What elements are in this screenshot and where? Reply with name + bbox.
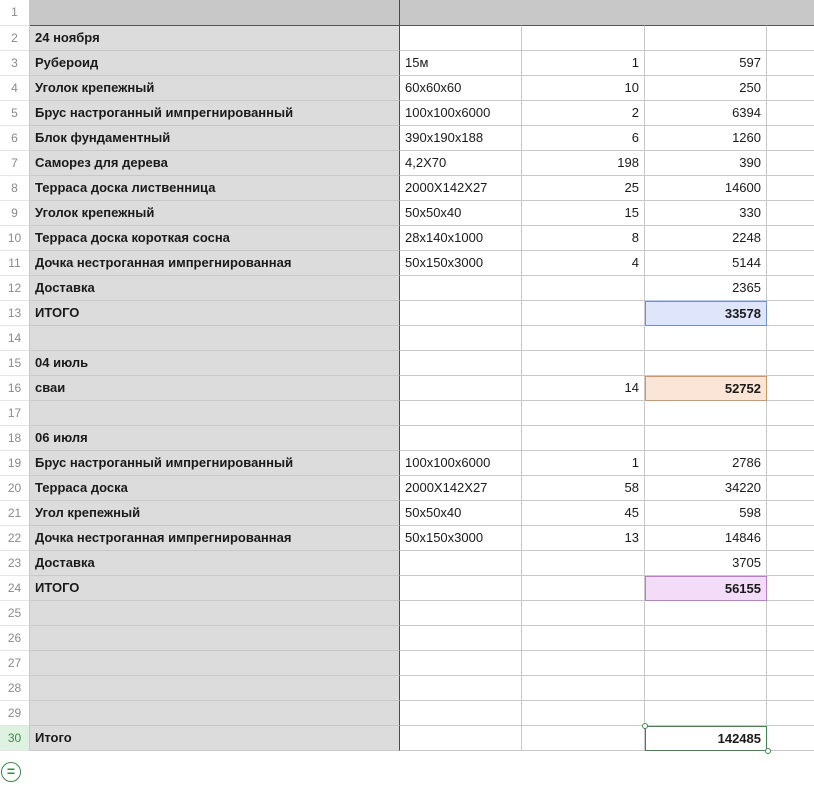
cell-item-name[interactable]: 06 июля <box>30 426 400 451</box>
cell-amount[interactable] <box>645 651 767 676</box>
row-number[interactable]: 13 <box>0 301 30 326</box>
cell-quantity[interactable]: 1 <box>522 451 645 476</box>
cell-amount[interactable]: 598 <box>645 501 767 526</box>
cell-quantity[interactable] <box>522 576 645 601</box>
cell-dimensions[interactable]: 100x100x6000 <box>400 101 522 126</box>
cell-quantity[interactable] <box>522 726 645 751</box>
row-number[interactable]: 26 <box>0 626 30 651</box>
cell-item-name[interactable] <box>30 651 400 676</box>
selected-cell[interactable]: 142485 <box>645 726 767 751</box>
cell-quantity[interactable]: 45 <box>522 501 645 526</box>
cell-amount[interactable] <box>645 326 767 351</box>
cell-dimensions[interactable]: 60x60x60 <box>400 76 522 101</box>
sheet-tab-icon[interactable]: = <box>1 762 21 782</box>
row-number[interactable]: 2 <box>0 26 30 51</box>
cell-dimensions[interactable] <box>400 676 522 701</box>
cell-item-name[interactable]: Уголок крепежный <box>30 201 400 226</box>
row-number[interactable]: 1 <box>0 0 30 26</box>
selection-handle[interactable] <box>642 723 648 729</box>
cell-quantity[interactable]: 198 <box>522 151 645 176</box>
cell-amount[interactable]: 330 <box>645 201 767 226</box>
cell-dimensions[interactable] <box>400 26 522 51</box>
cell-dimensions[interactable]: 50x50x40 <box>400 501 522 526</box>
cell-empty[interactable] <box>767 76 814 101</box>
cell-empty[interactable] <box>767 476 814 501</box>
row-number[interactable]: 8 <box>0 176 30 201</box>
cell-item-name[interactable]: Блок фундаментный <box>30 126 400 151</box>
table-row <box>0 101 814 126</box>
cell-item-name[interactable]: Дочка нестроганная импрегнированная <box>30 526 400 551</box>
cell-dimensions[interactable]: 100x100x6000 <box>400 451 522 476</box>
cell-empty[interactable] <box>767 501 814 526</box>
cell-dimensions[interactable]: 2000X142X27 <box>400 176 522 201</box>
row-number[interactable]: 16 <box>0 376 30 401</box>
table-row <box>0 451 814 476</box>
cell-empty[interactable] <box>767 676 814 701</box>
row-number[interactable]: 14 <box>0 326 30 351</box>
cell-dimensions[interactable]: 50x150x3000 <box>400 251 522 276</box>
cell-empty[interactable] <box>767 426 814 451</box>
cell-item-name[interactable] <box>30 701 400 726</box>
cell-amount[interactable]: 3705 <box>645 551 767 576</box>
cell-empty[interactable] <box>767 126 814 151</box>
cell-empty[interactable] <box>767 701 814 726</box>
cell-quantity[interactable]: 6 <box>522 126 645 151</box>
cell-amount[interactable]: 34220 <box>645 476 767 501</box>
cell-item-name[interactable] <box>30 601 400 626</box>
cell-total-amount[interactable]: 52752 <box>645 376 767 401</box>
table-row <box>0 676 814 701</box>
table-row <box>0 326 814 351</box>
cell-item-name[interactable]: Угол крепежный <box>30 501 400 526</box>
cell-quantity[interactable] <box>522 701 645 726</box>
cell-amount[interactable]: 6394 <box>645 101 767 126</box>
cell-amount[interactable]: 250 <box>645 76 767 101</box>
cell-total-amount[interactable]: 56155 <box>645 576 767 601</box>
cell-amount[interactable] <box>645 426 767 451</box>
cell-amount[interactable] <box>645 401 767 426</box>
table-row <box>0 576 814 601</box>
row-number[interactable]: 5 <box>0 101 30 126</box>
cell-amount[interactable] <box>645 626 767 651</box>
cell-empty[interactable] <box>767 451 814 476</box>
cell-empty[interactable] <box>767 401 814 426</box>
cell-item-name[interactable]: Брус настроганный импрегнированный <box>30 451 400 476</box>
cell-item-name[interactable] <box>30 326 400 351</box>
cell-dimensions[interactable]: 28x140x1000 <box>400 226 522 251</box>
table-row <box>0 376 814 401</box>
table-row <box>0 551 814 576</box>
cell-dimensions[interactable]: 2000X142X27 <box>400 476 522 501</box>
cell-amount[interactable]: 14600 <box>645 176 767 201</box>
cell-quantity[interactable]: 4 <box>522 251 645 276</box>
cell-item-name[interactable] <box>30 676 400 701</box>
row-number[interactable]: 12 <box>0 276 30 301</box>
cell-empty[interactable] <box>767 51 814 76</box>
row-number[interactable]: 25 <box>0 601 30 626</box>
cell-dimensions[interactable] <box>400 0 522 26</box>
cell-item-name[interactable] <box>30 626 400 651</box>
table-row <box>0 26 814 51</box>
cell-empty[interactable] <box>767 601 814 626</box>
cell-quantity[interactable] <box>522 326 645 351</box>
cell-amount[interactable]: 5144 <box>645 251 767 276</box>
table-row <box>0 701 814 726</box>
cell-empty[interactable] <box>767 276 814 301</box>
row-number[interactable]: 30 <box>0 726 30 751</box>
cell-empty[interactable] <box>767 351 814 376</box>
row-number[interactable]: 27 <box>0 651 30 676</box>
cell-empty[interactable] <box>767 376 814 401</box>
cell-empty[interactable] <box>767 326 814 351</box>
row-number[interactable]: 9 <box>0 201 30 226</box>
row-number[interactable]: 23 <box>0 551 30 576</box>
table-row <box>0 226 814 251</box>
cell-item-name[interactable]: Уголок крепежный <box>30 76 400 101</box>
table-row <box>0 426 814 451</box>
cell-item-name[interactable]: ИТОГО <box>30 301 400 326</box>
cell-item-name[interactable]: Доставка <box>30 551 400 576</box>
cell-dimensions[interactable]: 50x150x3000 <box>400 526 522 551</box>
cell-quantity[interactable] <box>522 651 645 676</box>
row-number[interactable]: 24 <box>0 576 30 601</box>
row-number[interactable]: 4 <box>0 76 30 101</box>
cell-empty[interactable] <box>767 226 814 251</box>
cell-quantity[interactable]: 13 <box>522 526 645 551</box>
cell-quantity[interactable] <box>522 351 645 376</box>
table-row <box>0 126 814 151</box>
cell-amount[interactable]: 14846 <box>645 526 767 551</box>
cell-amount[interactable]: 2365 <box>645 276 767 301</box>
cell-dimensions[interactable] <box>400 376 522 401</box>
cell-item-name[interactable]: Терраса доска короткая сосна <box>30 226 400 251</box>
cell-dimensions[interactable] <box>400 351 522 376</box>
cell-amount[interactable] <box>645 0 767 26</box>
cell-dimensions[interactable] <box>400 651 522 676</box>
table-row <box>0 401 814 426</box>
cell-item-name[interactable]: Терраса доска лиственница <box>30 176 400 201</box>
row-number[interactable]: 15 <box>0 351 30 376</box>
row-number[interactable]: 20 <box>0 476 30 501</box>
row-number[interactable]: 3 <box>0 51 30 76</box>
cell-item-name[interactable]: сваи <box>30 376 400 401</box>
cell-empty[interactable] <box>767 626 814 651</box>
row-number[interactable]: 29 <box>0 701 30 726</box>
cell-item-name[interactable]: Дочка нестроганная импрегнированная <box>30 251 400 276</box>
row-number[interactable]: 6 <box>0 126 30 151</box>
cell-quantity[interactable]: 8 <box>522 226 645 251</box>
cell-quantity[interactable] <box>522 426 645 451</box>
cell-quantity[interactable] <box>522 601 645 626</box>
row-number[interactable]: 22 <box>0 526 30 551</box>
row-number[interactable]: 18 <box>0 426 30 451</box>
cell-amount[interactable] <box>645 351 767 376</box>
table-row <box>0 626 814 651</box>
cell-dimensions[interactable]: 4,2X70 <box>400 151 522 176</box>
cell-quantity[interactable] <box>522 0 645 26</box>
cell-quantity[interactable] <box>522 401 645 426</box>
table-row <box>0 51 814 76</box>
cell-quantity[interactable] <box>522 26 645 51</box>
table-row <box>0 726 814 751</box>
table-row <box>0 276 814 301</box>
cell-total-amount[interactable]: 33578 <box>645 301 767 326</box>
cell-item-name[interactable]: Рубероид <box>30 51 400 76</box>
table-row <box>0 476 814 501</box>
cell-quantity[interactable] <box>522 301 645 326</box>
cell-empty[interactable] <box>767 726 814 751</box>
cell-amount[interactable] <box>645 26 767 51</box>
cell-quantity[interactable] <box>522 276 645 301</box>
cell-quantity[interactable] <box>522 551 645 576</box>
row-number[interactable]: 10 <box>0 226 30 251</box>
cell-quantity[interactable]: 58 <box>522 476 645 501</box>
cell-empty[interactable] <box>767 201 814 226</box>
cell-quantity[interactable] <box>522 676 645 701</box>
cell-quantity[interactable]: 25 <box>522 176 645 201</box>
cell-quantity[interactable]: 1 <box>522 51 645 76</box>
row-number[interactable]: 11 <box>0 251 30 276</box>
cell-quantity[interactable]: 15 <box>522 201 645 226</box>
cell-empty[interactable] <box>767 176 814 201</box>
cell-dimensions[interactable] <box>400 701 522 726</box>
header-row <box>0 0 814 26</box>
table-row <box>0 601 814 626</box>
cell-item-name[interactable] <box>30 401 400 426</box>
cell-dimensions[interactable] <box>400 601 522 626</box>
row-number[interactable]: 19 <box>0 451 30 476</box>
cell-dimensions[interactable] <box>400 326 522 351</box>
cell-amount[interactable]: 597 <box>645 51 767 76</box>
cell-dimensions[interactable] <box>400 626 522 651</box>
cell-amount[interactable] <box>645 676 767 701</box>
table-row <box>0 176 814 201</box>
cell-item-name[interactable] <box>30 0 400 26</box>
cell-quantity[interactable]: 14 <box>522 376 645 401</box>
cell-item-name[interactable]: Итого <box>30 726 400 751</box>
cell-empty[interactable] <box>767 0 814 26</box>
cell-quantity[interactable] <box>522 626 645 651</box>
cell-item-name[interactable]: Доставка <box>30 276 400 301</box>
cell-item-name[interactable]: ИТОГО <box>30 576 400 601</box>
cell-amount[interactable]: 2248 <box>645 226 767 251</box>
table-row <box>0 251 814 276</box>
row-number[interactable]: 7 <box>0 151 30 176</box>
cell-dimensions[interactable]: 50x50x40 <box>400 201 522 226</box>
cell-quantity[interactable]: 2 <box>522 101 645 126</box>
table-row <box>0 351 814 376</box>
cell-item-name[interactable]: 24 ноября <box>30 26 400 51</box>
cell-empty[interactable] <box>767 151 814 176</box>
cell-dimensions[interactable] <box>400 726 522 751</box>
cell-dimensions[interactable] <box>400 551 522 576</box>
table-row <box>0 151 814 176</box>
cell-dimensions[interactable]: 15м <box>400 51 522 76</box>
cell-item-name[interactable]: Саморез для дерева <box>30 151 400 176</box>
cell-amount[interactable] <box>645 601 767 626</box>
table-row <box>0 501 814 526</box>
cell-item-name[interactable]: 04 июль <box>30 351 400 376</box>
cell-dimensions[interactable] <box>400 426 522 451</box>
cell-empty[interactable] <box>767 651 814 676</box>
cell-dimensions[interactable] <box>400 401 522 426</box>
cell-amount[interactable]: 1260 <box>645 126 767 151</box>
cell-dimensions[interactable]: 390x190x188 <box>400 126 522 151</box>
selection-handle[interactable] <box>765 748 771 754</box>
cell-empty[interactable] <box>767 526 814 551</box>
table-row <box>0 526 814 551</box>
cell-dimensions[interactable] <box>400 276 522 301</box>
cell-empty[interactable] <box>767 551 814 576</box>
cell-amount[interactable] <box>645 701 767 726</box>
cell-empty[interactable] <box>767 301 814 326</box>
cell-dimensions[interactable] <box>400 301 522 326</box>
cell-empty[interactable] <box>767 251 814 276</box>
cell-amount[interactable]: 390 <box>645 151 767 176</box>
cell-empty[interactable] <box>767 576 814 601</box>
cell-item-name[interactable]: Брус настроганный импрегнированный <box>30 101 400 126</box>
table-row <box>0 651 814 676</box>
cell-empty[interactable] <box>767 26 814 51</box>
table-row <box>0 301 814 326</box>
cell-empty[interactable] <box>767 101 814 126</box>
cell-dimensions[interactable] <box>400 576 522 601</box>
cell-amount[interactable]: 2786 <box>645 451 767 476</box>
row-number[interactable]: 21 <box>0 501 30 526</box>
cell-quantity[interactable]: 10 <box>522 76 645 101</box>
table-row <box>0 201 814 226</box>
cell-item-name[interactable]: Терраса доска <box>30 476 400 501</box>
table-row <box>0 76 814 101</box>
row-number[interactable]: 17 <box>0 401 30 426</box>
row-number[interactable]: 28 <box>0 676 30 701</box>
